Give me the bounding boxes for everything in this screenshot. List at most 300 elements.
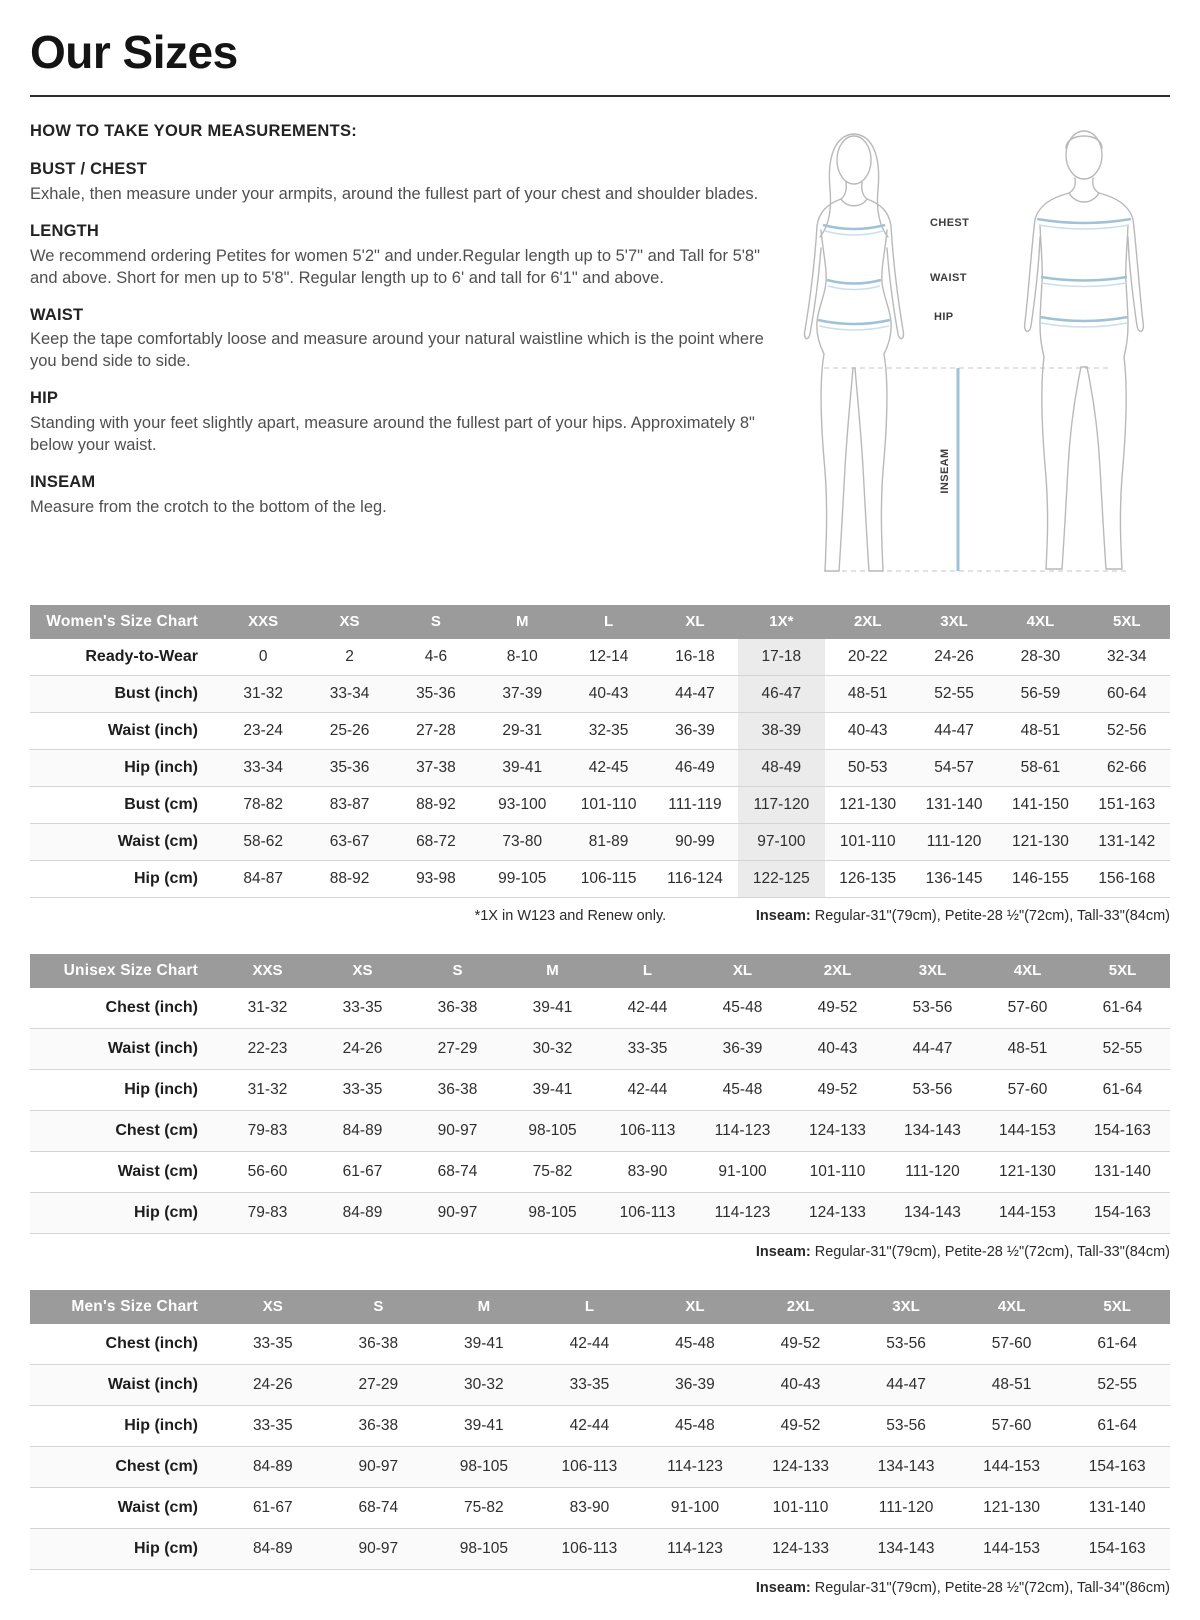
size-cell: 48-51 — [1020, 721, 1061, 739]
size-cell: 35-36 — [416, 684, 456, 702]
size-cell: 141-150 — [1011, 795, 1069, 813]
size-cell: 42-44 — [627, 998, 668, 1016]
size-cell: 50-53 — [847, 758, 888, 776]
measurement-diagram — [778, 121, 1170, 579]
size-cell: 90-99 — [675, 832, 715, 850]
row-label: Waist (inch) — [107, 1039, 198, 1057]
page-title: Our Sizes — [30, 26, 238, 78]
size-cell: 39-41 — [502, 758, 543, 776]
size-cell: 44-47 — [934, 721, 974, 739]
size-cell: 122-125 — [738, 860, 824, 897]
table-footnotes — [30, 1244, 1170, 1260]
column-header: S — [410, 954, 505, 988]
size-cell: 37-39 — [502, 684, 543, 702]
size-cell: 30-32 — [532, 1039, 573, 1057]
instruction-section-title: LENGTH — [30, 221, 100, 240]
column-header: XXS — [220, 954, 315, 988]
size-cell: 33-35 — [252, 1416, 293, 1434]
size-cell: 48-51 — [847, 684, 888, 702]
size-cell: 78-82 — [243, 795, 283, 813]
inseam-label: INSEAM — [939, 448, 951, 494]
size-cell: 49-52 — [780, 1334, 821, 1352]
size-cell: 106-113 — [619, 1121, 676, 1139]
size-cell: 39-41 — [464, 1416, 504, 1434]
size-cell: 44-47 — [886, 1375, 926, 1393]
column-header: 4XL — [980, 954, 1075, 988]
row-label: Hip (inch) — [124, 758, 198, 776]
instruction-section — [30, 159, 775, 206]
size-cell: 134-143 — [904, 1203, 961, 1221]
size-cell: 124-133 — [809, 1203, 866, 1221]
size-cell: 36-38 — [358, 1416, 399, 1434]
instructions-heading: HOW TO TAKE YOUR MEASUREMENTS: — [30, 121, 358, 140]
size-cell: 49-52 — [817, 1080, 858, 1098]
size-cell: 32-35 — [588, 721, 629, 739]
size-cell: 16-18 — [675, 647, 715, 665]
size-cell: 134-143 — [877, 1457, 935, 1475]
size-cell: 75-82 — [464, 1498, 504, 1516]
size-cell: 49-52 — [817, 998, 858, 1016]
row-label: Bust (inch) — [114, 684, 198, 702]
column-header: S — [326, 1290, 432, 1324]
size-cell: 101-110 — [809, 1162, 866, 1180]
table-title: Women's Size Chart — [30, 605, 220, 639]
column-header: M — [505, 954, 600, 988]
inseam-footnote-label: Inseam: — [755, 907, 811, 924]
size-cell: 116-124 — [667, 869, 723, 887]
instruction-section — [30, 388, 775, 457]
size-cell: 146-155 — [1011, 869, 1069, 887]
size-cell: 4-6 — [424, 647, 448, 665]
size-cell: 106-113 — [619, 1203, 676, 1221]
size-cell: 57-60 — [1007, 1080, 1048, 1098]
size-table-block — [30, 605, 1170, 924]
column-header: 2XL — [790, 954, 885, 988]
size-cell: 61-67 — [252, 1498, 293, 1516]
size-cell: 121-130 — [1011, 832, 1069, 850]
size-cell: 124-133 — [772, 1457, 829, 1475]
size-cell: 101-110 — [772, 1498, 829, 1516]
size-cell: 61-67 — [342, 1162, 383, 1180]
column-header: 5XL — [1064, 1290, 1170, 1324]
size-cell: 111-120 — [905, 1162, 960, 1180]
instruction-section-body: We recommend ordering Petites for women 5'2" and under.Regular length up to 5'7" and Tall for 5'8" and above. Short for men up to 5'8". Regular length up to 6' and tall for 6'1" and above. — [30, 246, 760, 287]
table-title: Unisex Size Chart — [30, 954, 220, 988]
table-row — [30, 1028, 1170, 1069]
woman-chest-line — [823, 225, 885, 229]
hip-label: HIP — [934, 310, 954, 323]
size-cell: 75-82 — [532, 1162, 573, 1180]
size-cell: 91-100 — [718, 1162, 767, 1180]
row-label: Hip (inch) — [124, 1416, 198, 1434]
size-table — [30, 1290, 1170, 1570]
waist-label: WAIST — [930, 271, 967, 284]
table-row — [30, 988, 1170, 1029]
size-cell: 44-47 — [675, 684, 715, 702]
table-row — [30, 1487, 1170, 1528]
table-row — [30, 639, 1170, 676]
size-cell: 45-48 — [722, 998, 763, 1016]
size-cell: 61-64 — [1097, 1334, 1138, 1352]
size-cell: 39-41 — [532, 1080, 573, 1098]
size-cell: 33-35 — [627, 1039, 668, 1057]
row-label: Waist (inch) — [107, 721, 198, 739]
size-cell: 53-56 — [912, 1080, 953, 1098]
size-cell: 144-153 — [999, 1121, 1056, 1139]
size-cell: 156-168 — [1098, 869, 1156, 887]
size-cell: 33-35 — [342, 998, 383, 1016]
size-cell: 88-92 — [329, 869, 370, 887]
column-header: 3XL — [911, 605, 997, 639]
size-cell: 131-140 — [1094, 1162, 1151, 1180]
size-cell: 28-30 — [1020, 647, 1061, 665]
row-label: Ready-to-Wear — [85, 647, 198, 665]
size-cell: 40-43 — [780, 1375, 821, 1393]
size-cell: 61-64 — [1097, 1416, 1138, 1434]
woman-hip-line — [818, 320, 890, 324]
row-label: Waist (cm) — [117, 832, 198, 850]
man-waist-line — [1041, 277, 1127, 281]
size-cell: 93-98 — [416, 869, 456, 887]
size-cell: 98-105 — [528, 1203, 577, 1221]
instruction-section-title: HIP — [30, 389, 59, 408]
column-header: 1X* — [738, 605, 824, 639]
size-cell: 45-48 — [722, 1080, 763, 1098]
size-cell: 154-163 — [1088, 1539, 1146, 1557]
column-header: 5XL — [1075, 954, 1170, 988]
size-cell: 38-39 — [738, 712, 824, 749]
table-row — [30, 675, 1170, 712]
size-cell: 32-34 — [1106, 647, 1147, 665]
size-cell: 45-48 — [675, 1334, 715, 1352]
size-cell: 111-120 — [926, 832, 982, 850]
size-cell: 49-52 — [780, 1416, 821, 1434]
table-row — [30, 1446, 1170, 1487]
size-cell: 84-89 — [252, 1539, 293, 1557]
man-figure — [1025, 131, 1144, 569]
size-cell: 27-29 — [437, 1039, 478, 1057]
size-cell: 124-133 — [772, 1539, 829, 1557]
size-cell: 33-34 — [243, 758, 283, 776]
table-row — [30, 1151, 1170, 1192]
size-cell: 121-130 — [999, 1162, 1056, 1180]
column-header: XXS — [220, 605, 306, 639]
chest-label: CHEST — [930, 216, 970, 229]
size-cell: 98-105 — [459, 1457, 508, 1475]
column-header: XL — [695, 954, 790, 988]
instruction-section-body: Exhale, then measure under your armpits, around the fullest part of your chest and shoulder blades. — [30, 184, 759, 203]
size-cell: 98-105 — [459, 1539, 508, 1557]
size-cell: 36-39 — [722, 1039, 763, 1057]
size-cell: 56-60 — [247, 1162, 288, 1180]
size-cell: 61-64 — [1102, 1080, 1143, 1098]
size-cell: 48-49 — [738, 749, 824, 786]
size-cell: 27-29 — [358, 1375, 399, 1393]
column-header: 2XL — [825, 605, 911, 639]
table-row — [30, 786, 1170, 823]
row-label: Waist (cm) — [117, 1498, 198, 1516]
row-label: Chest (cm) — [115, 1121, 198, 1139]
table-row — [30, 1324, 1170, 1365]
body-figures-illustration — [778, 121, 1170, 579]
instruction-section-body: Keep the tape comfortably loose and measure around your natural waistline which is the point where you bend side to side. — [30, 330, 764, 371]
woman-figure — [805, 134, 904, 571]
size-cell: 151-163 — [1098, 795, 1156, 813]
size-cell: 111-120 — [878, 1498, 934, 1516]
column-header: S — [393, 605, 479, 639]
size-cell: 27-28 — [416, 721, 456, 739]
size-cell: 73-80 — [502, 832, 543, 850]
size-cell: 121-130 — [839, 795, 897, 813]
size-cell: 121-130 — [983, 1498, 1041, 1516]
column-header: 2XL — [748, 1290, 854, 1324]
size-cell: 126-135 — [839, 869, 897, 887]
size-cell: 79-83 — [247, 1121, 288, 1139]
size-cell: 20-22 — [847, 647, 888, 665]
size-cell: 36-38 — [437, 1080, 478, 1098]
table-footnote-inseam: Inseam: Regular-31"(79cm), Petite-28 ½"(72cm), Tall-33"(84cm) — [755, 907, 1170, 924]
table-row — [30, 1405, 1170, 1446]
column-header: 3XL — [885, 954, 980, 988]
size-table-block — [30, 1290, 1170, 1596]
row-label: Hip (inch) — [124, 1080, 198, 1098]
column-header: L — [600, 954, 695, 988]
measurement-instructions — [30, 121, 775, 534]
column-header: 4XL — [997, 605, 1083, 639]
size-cell: 136-145 — [925, 869, 983, 887]
column-header: L — [537, 1290, 643, 1324]
size-cell: 36-39 — [675, 1375, 715, 1393]
table-row — [30, 712, 1170, 749]
size-cell: 33-35 — [342, 1080, 383, 1098]
instruction-section-title: BUST / CHEST — [30, 159, 147, 178]
size-cell: 134-143 — [904, 1121, 961, 1139]
size-cell: 52-55 — [1097, 1375, 1138, 1393]
table-row — [30, 823, 1170, 860]
size-table-block — [30, 954, 1170, 1260]
size-table — [30, 605, 1170, 898]
size-cell: 53-56 — [886, 1334, 926, 1352]
size-cell: 124-133 — [809, 1121, 866, 1139]
size-cell: 24-26 — [934, 647, 974, 665]
size-cell: 68-72 — [416, 832, 456, 850]
column-header: XS — [306, 605, 392, 639]
instruction-section-title: INSEAM — [30, 473, 96, 492]
table-row — [30, 1364, 1170, 1405]
size-cell: 79-83 — [247, 1203, 288, 1221]
size-cell: 58-62 — [243, 832, 283, 850]
size-cell: 83-87 — [329, 795, 370, 813]
size-cell: 68-74 — [358, 1498, 399, 1516]
table-row — [30, 1192, 1170, 1233]
column-header: L — [565, 605, 651, 639]
column-header: XS — [220, 1290, 326, 1324]
size-cell: 8-10 — [506, 647, 538, 665]
table-footnote-inseam: Inseam: Regular-31"(79cm), Petite-28 ½"(72cm), Tall-33"(84cm) — [755, 1243, 1170, 1260]
table-row — [30, 1069, 1170, 1110]
instruction-section-title: WAIST — [30, 305, 84, 324]
table-footnotes — [30, 1580, 1170, 1596]
column-header: M — [431, 1290, 537, 1324]
size-cell: 39-41 — [532, 998, 573, 1016]
table-row — [30, 860, 1170, 897]
instruction-sections — [30, 159, 775, 519]
size-cell: 46-49 — [675, 758, 715, 776]
size-cell: 114-123 — [714, 1121, 771, 1139]
instruction-section — [30, 221, 775, 290]
row-label: Waist (inch) — [107, 1375, 198, 1393]
size-cell: 114-123 — [667, 1539, 723, 1557]
size-cell: 114-123 — [667, 1457, 723, 1475]
size-cell: 93-100 — [498, 795, 547, 813]
size-cell: 91-100 — [670, 1498, 720, 1516]
size-cell: 101-110 — [839, 832, 896, 850]
size-cell: 134-143 — [877, 1539, 935, 1557]
instruction-section-body: Measure from the crotch to the bottom of the leg. — [30, 498, 387, 517]
size-cell: 2 — [345, 647, 354, 665]
size-cell: 90-97 — [358, 1457, 399, 1475]
column-header: 4XL — [959, 1290, 1065, 1324]
size-tables — [30, 605, 1170, 1596]
size-cell: 98-105 — [528, 1121, 577, 1139]
row-label: Waist (cm) — [117, 1162, 198, 1180]
size-cell: 12-14 — [588, 647, 629, 665]
size-cell: 40-43 — [588, 684, 629, 702]
woman-waist-line — [827, 280, 881, 284]
size-cell: 52-55 — [934, 684, 974, 702]
size-cell: 45-48 — [675, 1416, 715, 1434]
row-label: Chest (cm) — [115, 1457, 198, 1475]
size-cell: 29-31 — [502, 721, 543, 739]
size-cell: 56-59 — [1020, 684, 1061, 702]
table-footnote-note: *1X in W123 and Renew only. — [474, 907, 667, 924]
size-cell: 154-163 — [1094, 1121, 1151, 1139]
size-cell: 48-51 — [1007, 1039, 1048, 1057]
title-divider — [30, 95, 1170, 97]
table-footnote-inseam: Inseam: Regular-31"(79cm), Petite-28 ½"(72cm), Tall-34"(86cm) — [755, 1579, 1170, 1596]
measurement-guide-section — [30, 121, 1170, 579]
instruction-section — [30, 472, 775, 519]
size-cell: 31-32 — [243, 684, 283, 702]
size-cell: 31-32 — [247, 1080, 288, 1098]
size-cell: 30-32 — [464, 1375, 504, 1393]
size-cell: 62-66 — [1106, 758, 1147, 776]
size-cell: 131-140 — [925, 795, 983, 813]
size-cell: 40-43 — [847, 721, 888, 739]
size-cell: 84-89 — [342, 1121, 383, 1139]
size-cell: 23-24 — [243, 721, 283, 739]
size-cell: 106-115 — [580, 869, 637, 887]
size-cell: 84-89 — [252, 1457, 293, 1475]
size-cell: 106-113 — [561, 1457, 618, 1475]
table-row — [30, 749, 1170, 786]
size-cell: 60-64 — [1106, 684, 1147, 702]
size-cell: 0 — [258, 647, 268, 665]
column-header: M — [479, 605, 565, 639]
size-cell: 48-51 — [991, 1375, 1032, 1393]
size-cell: 46-47 — [738, 675, 824, 712]
size-cell: 42-45 — [588, 758, 629, 776]
size-cell: 101-110 — [580, 795, 637, 813]
size-cell: 33-35 — [569, 1375, 610, 1393]
size-cell: 36-38 — [358, 1334, 399, 1352]
size-cell: 84-89 — [342, 1203, 383, 1221]
size-cell: 25-26 — [329, 721, 370, 739]
column-header: XS — [315, 954, 410, 988]
size-cell: 33-35 — [252, 1334, 293, 1352]
size-cell: 57-60 — [991, 1334, 1032, 1352]
table-title: Men's Size Chart — [30, 1290, 220, 1324]
size-cell: 57-60 — [1007, 998, 1048, 1016]
size-cell: 17-18 — [738, 639, 824, 676]
size-cell: 58-61 — [1020, 758, 1061, 776]
size-cell: 52-55 — [1102, 1039, 1143, 1057]
column-header: 5XL — [1084, 605, 1170, 639]
inseam-footnote-label: Inseam: — [755, 1579, 811, 1596]
size-cell: 131-142 — [1098, 832, 1156, 850]
size-cell: 154-163 — [1088, 1457, 1146, 1475]
size-cell: 54-57 — [934, 758, 974, 776]
table-row — [30, 1110, 1170, 1151]
size-cell: 57-60 — [991, 1416, 1032, 1434]
size-cell: 36-38 — [437, 998, 478, 1016]
size-cell: 131-140 — [1088, 1498, 1146, 1516]
size-cell: 33-34 — [329, 684, 370, 702]
size-cell: 52-56 — [1106, 721, 1147, 739]
size-cell: 99-105 — [498, 869, 547, 887]
size-cell: 84-87 — [243, 869, 283, 887]
size-cell: 39-41 — [464, 1334, 504, 1352]
instruction-section-body: Standing with your feet slightly apart, measure around the fullest part of your hips. Approximately 8" below your waist. — [30, 414, 755, 455]
row-label: Hip (cm) — [134, 1203, 198, 1221]
row-label: Bust (cm) — [124, 795, 198, 813]
size-cell: 144-153 — [999, 1203, 1056, 1221]
size-cell: 97-100 — [738, 823, 824, 860]
column-header: XL — [642, 1290, 748, 1324]
size-cell: 68-74 — [437, 1162, 478, 1180]
column-header: XL — [652, 605, 738, 639]
size-cell: 90-97 — [358, 1539, 399, 1557]
size-cell: 53-56 — [912, 998, 953, 1016]
row-label: Hip (cm) — [134, 1539, 198, 1557]
size-cell: 83-90 — [569, 1498, 610, 1516]
size-cell: 42-44 — [627, 1080, 668, 1098]
size-cell: 144-153 — [983, 1539, 1041, 1557]
size-cell: 117-120 — [738, 786, 824, 823]
instruction-section — [30, 305, 775, 374]
size-cell: 106-113 — [561, 1539, 618, 1557]
man-chest-line — [1037, 219, 1131, 223]
size-cell: 36-39 — [675, 721, 715, 739]
row-label: Chest (inch) — [105, 1334, 198, 1352]
size-cell: 40-43 — [817, 1039, 858, 1057]
size-cell: 90-97 — [437, 1121, 478, 1139]
size-cell: 63-67 — [329, 832, 370, 850]
size-cell: 88-92 — [416, 795, 456, 813]
table-footnotes — [30, 908, 1170, 924]
size-cell: 35-36 — [329, 758, 370, 776]
size-table — [30, 954, 1170, 1234]
size-cell: 111-119 — [668, 795, 722, 813]
row-label: Chest (inch) — [105, 998, 198, 1016]
size-cell: 53-56 — [886, 1416, 926, 1434]
size-cell: 81-89 — [588, 832, 629, 850]
man-hip-line — [1040, 317, 1128, 321]
size-cell: 22-23 — [247, 1039, 288, 1057]
size-cell: 44-47 — [912, 1039, 953, 1057]
size-cell: 90-97 — [437, 1203, 478, 1221]
size-cell: 154-163 — [1094, 1203, 1151, 1221]
